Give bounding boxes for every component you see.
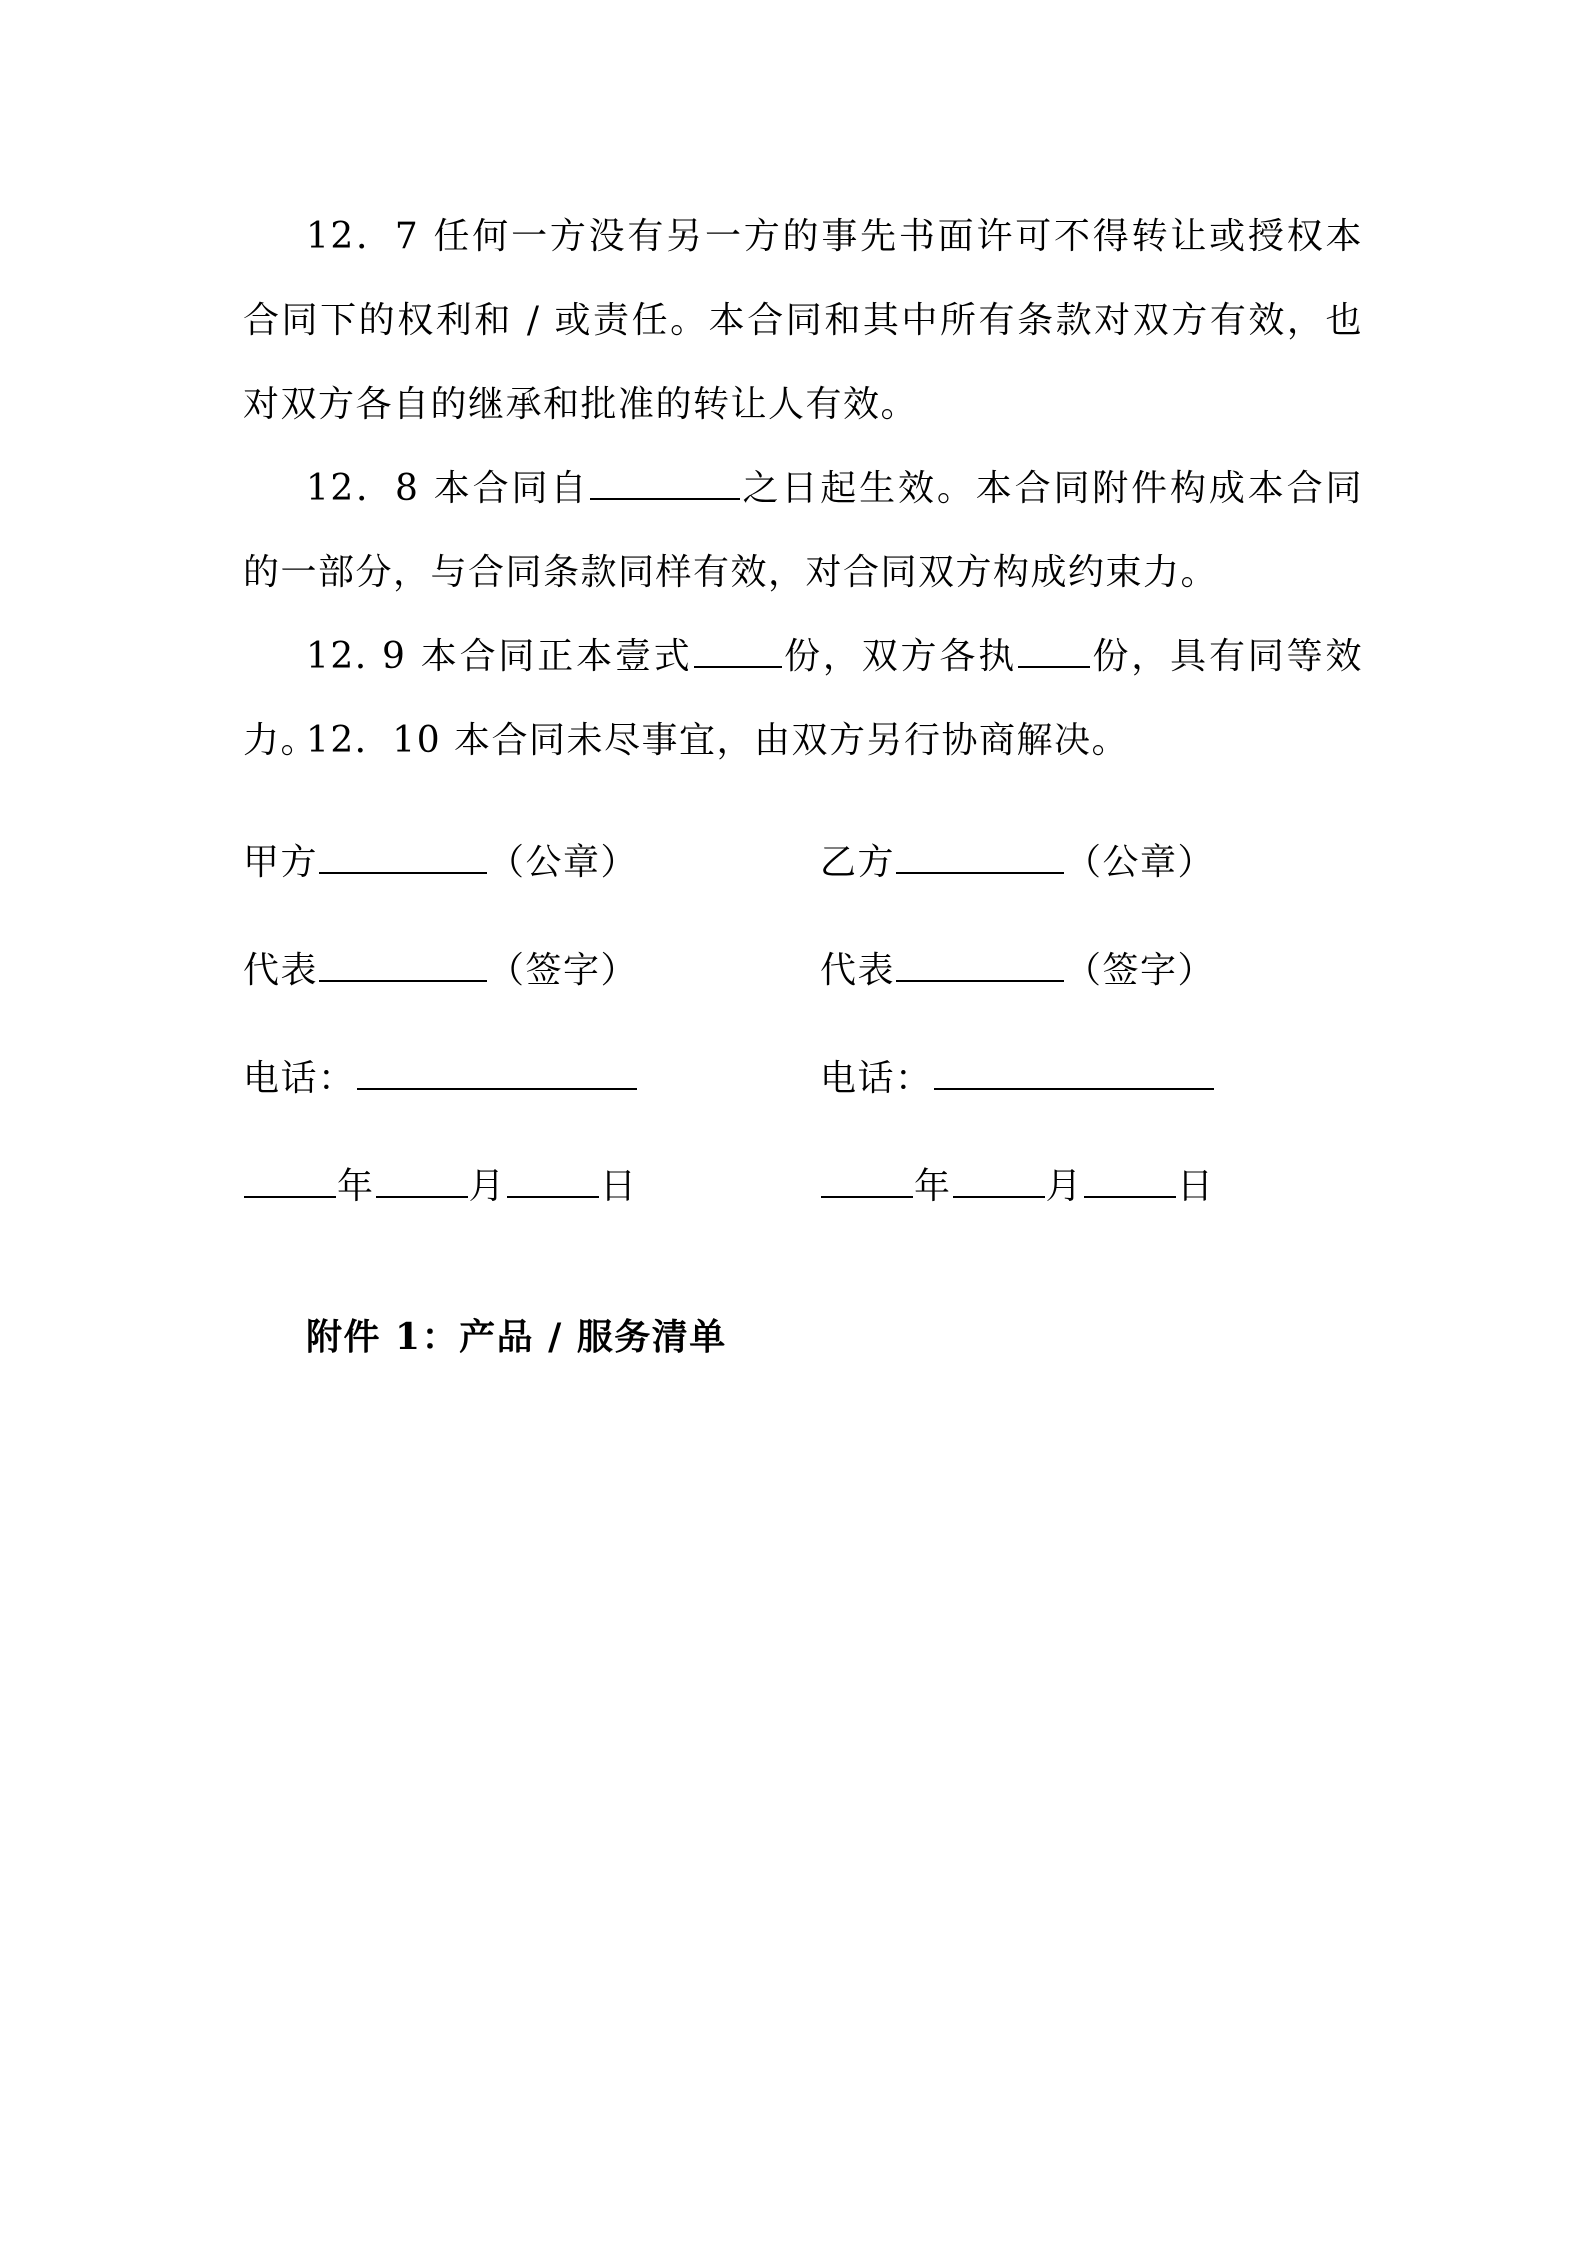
party-b-phone-row	[820, 1057, 1215, 1101]
clause-12-7-text: 12．7 任何一方没有另一方的事先书面许可不得转让或授权本合同下的权利和 / 或责任。本合同和其中所有条款对双方有效，也对双方各自的继承和批准的转让人有效。	[243, 216, 1363, 425]
clause-12-8-text-end: 之日起生效。本合同附件构成本合同的一部分，与合同条款同样有效，对合同双方构成约束力。	[243, 468, 1363, 593]
party-a-rep-suffix: （签字）	[488, 950, 639, 991]
party-a-name-blank	[319, 842, 487, 874]
clause-12-9-text-mid: 份，双方各执	[782, 636, 1018, 677]
clause-12-9-text-end: 份，具有同等效力。	[243, 636, 1363, 761]
copies-total-blank	[694, 636, 782, 668]
party-a-rep-label: 代表	[243, 950, 319, 991]
party-b-seal-row	[820, 841, 1215, 885]
clause-12-9-text-start: 12. 9 本合同正本壹式	[306, 636, 693, 677]
party-a-seal: （公章）	[488, 842, 639, 883]
party-b-rep-blank	[896, 950, 1064, 982]
party-a-phone-label: 电话：	[243, 1058, 356, 1099]
attachment-heading	[306, 1315, 727, 1359]
party-b-day-label: 日	[1177, 1166, 1215, 1207]
party-b-date-row	[820, 1165, 1215, 1209]
effective-date-blank	[590, 468, 740, 500]
party-a-year-blank	[244, 1166, 336, 1198]
party-a-day-blank	[507, 1166, 599, 1198]
party-b-month-blank	[953, 1166, 1045, 1198]
clause-12-8	[243, 447, 1363, 615]
party-b-phone-label: 电话：	[820, 1058, 933, 1099]
party-a-phone-blank	[357, 1058, 637, 1090]
clause-12-10	[243, 699, 1363, 783]
party-a-rep-row	[243, 949, 638, 993]
party-b-rep-suffix: （签字）	[1065, 950, 1216, 991]
party-a-month-label: 月	[468, 1166, 507, 1207]
party-b-month-label: 月	[1045, 1166, 1084, 1207]
clause-12-7	[243, 195, 1363, 447]
party-a-day-label: 日	[600, 1166, 638, 1207]
party-a-rep-blank	[319, 950, 487, 982]
party-b-rep-label: 代表	[820, 950, 896, 991]
clause-12-10-text: 12．10 本合同未尽事宜，由双方另行协商解决。	[306, 720, 1130, 761]
party-b-year-blank	[821, 1166, 913, 1198]
party-b-seal: （公章）	[1065, 842, 1216, 883]
party-b-rep-row	[820, 949, 1215, 993]
clause-12-8-text-start: 12．8 本合同自	[306, 468, 590, 509]
party-a-year-label: 年	[337, 1166, 375, 1207]
party-a-month-blank	[376, 1166, 468, 1198]
party-b-name-blank	[896, 842, 1064, 874]
party-b-day-blank	[1084, 1166, 1176, 1198]
party-b-phone-blank	[934, 1058, 1214, 1090]
party-a-date-row	[243, 1165, 638, 1209]
party-a-phone-row	[243, 1057, 638, 1101]
party-a-label: 甲方	[243, 842, 319, 883]
attachment-title: 附件 1：产品 / 服务清单	[306, 1316, 727, 1358]
party-b-year-label: 年	[914, 1166, 952, 1207]
copies-each-blank	[1018, 636, 1090, 668]
party-a-seal-row	[243, 841, 638, 885]
party-b-label: 乙方	[820, 842, 896, 883]
